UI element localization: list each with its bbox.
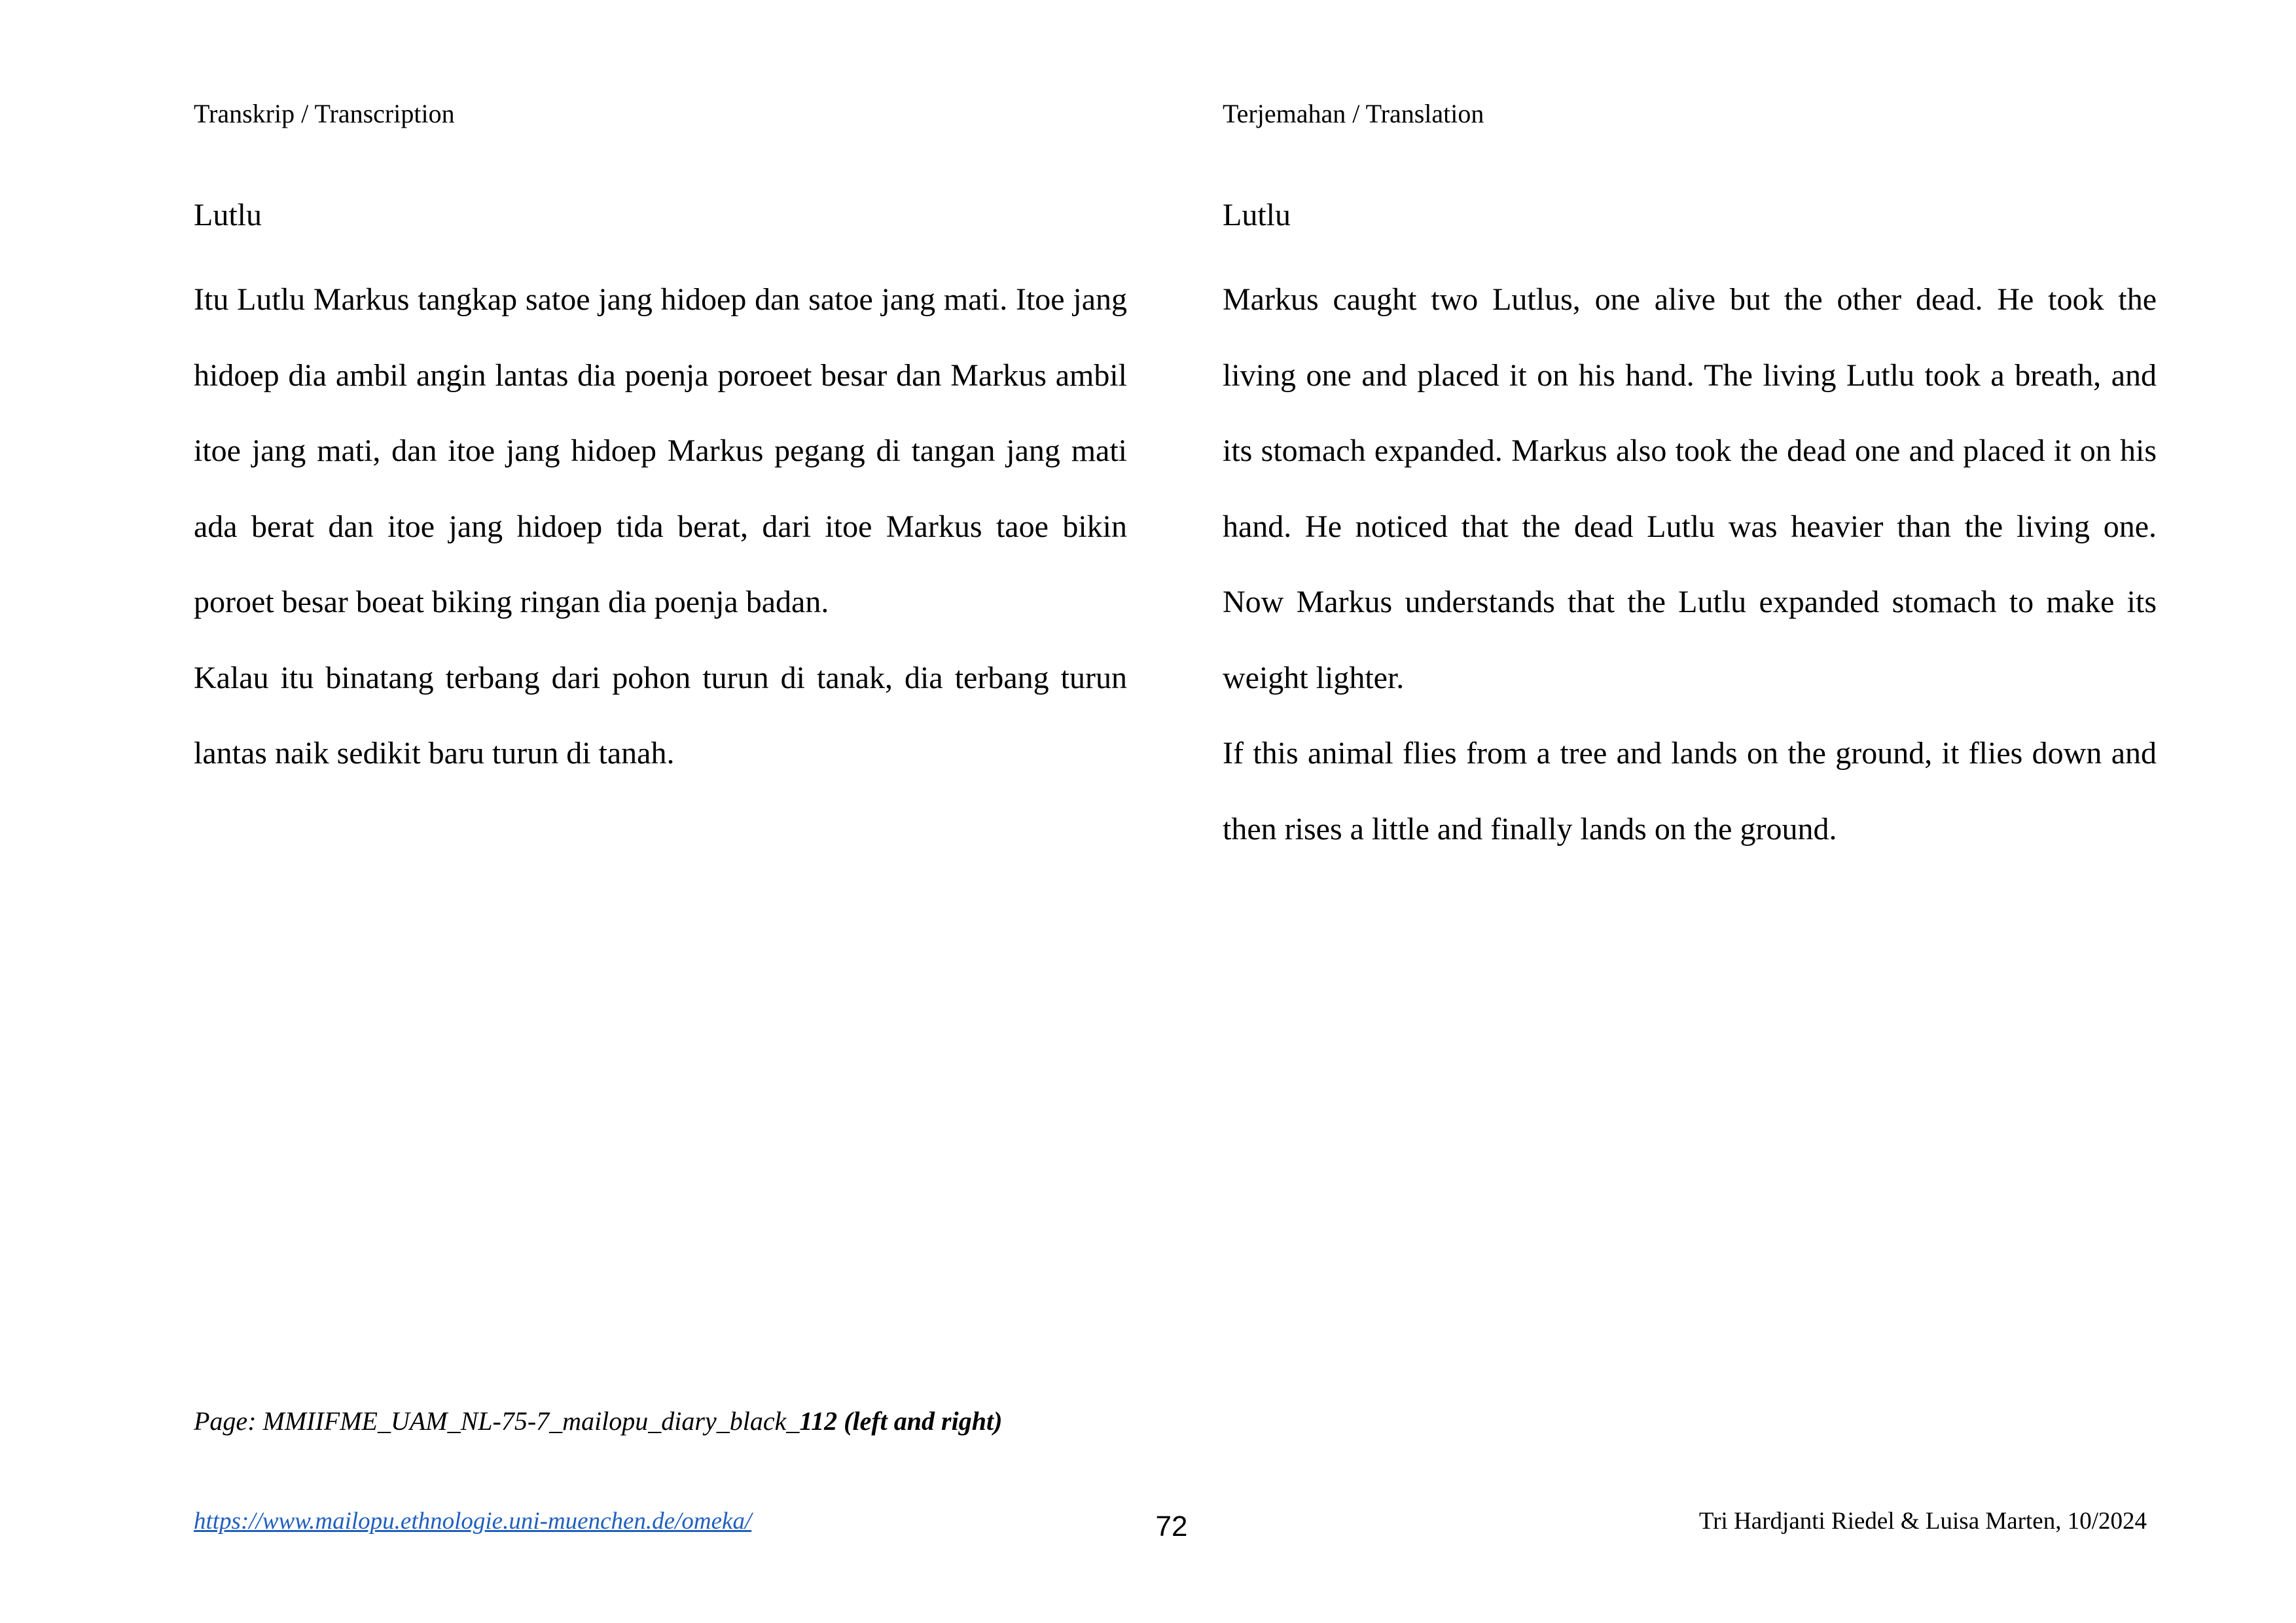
page-reference: [194, 1404, 1002, 1438]
omeka-link[interactable]: https://www.mailopu.ethnologie.uni-muenchen.de/omeka/: [194, 1508, 752, 1535]
transcription-body: [194, 262, 1127, 792]
translation-paragraph-1: Markus caught two Lutlus, one alive but the other dead. He took the living one and placed it on his hand. The living Lutlu took a breath, and its stomach expanded. Markus also took the dead one and placed it on his hand. He noticed that the dead Lutlu was heavier than the living one. Now Markus understands that the Lutlu expanded stomach to make its weight lighter.: [1223, 282, 2157, 695]
page-reference-prefix: Page: MMIIFME_UAM_NL-75-7_mailopu_diary_black_: [194, 1406, 800, 1436]
translation-body: [1223, 262, 2157, 867]
page-number: 72: [1155, 1510, 1188, 1542]
transcription-title: Lutlu: [194, 198, 262, 232]
author-credit: Tri Hardjanti Riedel & Luisa Marten, 10/2024: [1698, 1508, 2147, 1535]
translation-paragraph-2: If this animal flies from a tree and lands on the ground, it flies down and then rises a little and finally lands on the ground.: [1223, 736, 2157, 847]
translation-header: Terjemahan / Translation: [1223, 99, 1484, 128]
transcription-paragraph-2: Kalau itu binatang terbang dari pohon turun di tanak, dia terbang turun lantas naik sedikit baru turun di tanah.: [194, 660, 1127, 771]
page-reference-suffix: (left and right): [837, 1406, 1003, 1436]
translation-title: Lutlu: [1223, 198, 1291, 232]
transcription-paragraph-1: Itu Lutlu Markus tangkap satoe jang hidoep dan satoe jang mati. Itoe jang hidoep dia ambil angin lantas dia poenja poroeet besar dan Markus ambil itoe jang mati, dan itoe jang hidoep Markus pegang di tangan jang mati ada berat dan itoe jang hidoep tida berat, dari itoe Markus taoe bikin poroet besar boeat biking ringan dia poenja badan.: [194, 282, 1127, 619]
page-reference-number: 112: [799, 1406, 838, 1436]
transcription-header: Transkrip / Transcription: [194, 99, 455, 128]
